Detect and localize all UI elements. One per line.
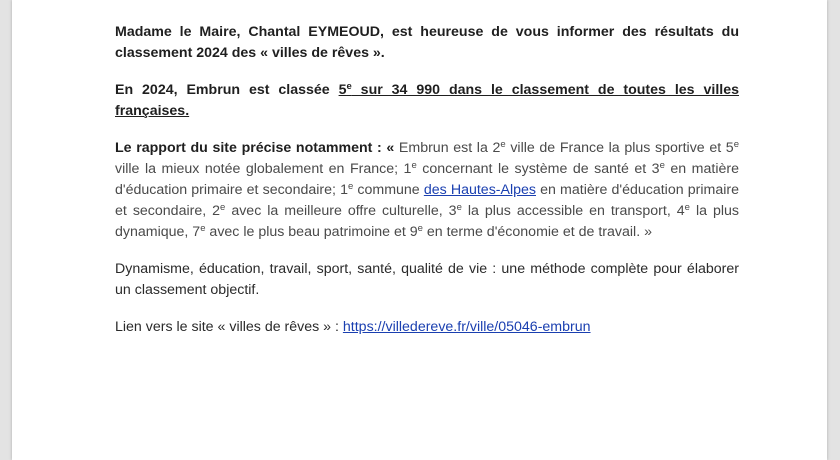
hautes-alpes-link[interactable]: des Hautes-Alpes: [423, 182, 536, 198]
ranking-underlined-text: sur 34 990 dans le classement de toutes les villes françaises.: [115, 82, 739, 119]
ordinal-superscript: e: [733, 139, 739, 150]
report-text: avec le plus beau patrimoine et 9: [205, 224, 418, 240]
report-text: en matière d'éducation primaire et secondaire, 2: [115, 182, 739, 219]
ordinal-superscript: e: [417, 223, 423, 234]
link-label: Lien vers le site « villes de rêves » :: [115, 319, 343, 335]
ordinal-superscript: e: [220, 202, 226, 213]
ordinal-superscript: e: [684, 202, 690, 213]
report-text: concernant le système de santé et 3: [416, 161, 660, 177]
report-lead: Le rapport du site précise notamment : «: [115, 140, 395, 156]
ordinal-superscript: e: [500, 139, 506, 150]
report-text: Embrun est la 2: [394, 140, 501, 156]
document-page: [12, 0, 827, 460]
ranking-intro-text: En 2024, Embrun est classée: [115, 82, 339, 98]
report-text: la plus accessible en transport, 4: [461, 203, 685, 219]
report-paragraph: [115, 138, 739, 243]
ordinal-superscript: e: [347, 181, 354, 192]
ranking-paragraph: [115, 80, 739, 122]
ordinal-superscript: e: [200, 223, 206, 234]
report-text: ville de France la plus sportive et 5: [505, 140, 734, 156]
link-paragraph: [115, 317, 739, 338]
report-text: en matière d'éducation primaire et secondaire; 1: [115, 161, 739, 198]
report-text: avec la meilleure offre culturelle, 3: [225, 203, 457, 219]
report-text: la plus dynamique, 7: [115, 203, 740, 240]
ordinal-superscript: e: [456, 202, 462, 213]
ranking-number: 5: [338, 82, 347, 98]
intro-paragraph: Madame le Maire, Chantal EYMEOUD, est heureuse de vous informer des résultats du classement 2024 des « villes de rêves ».: [115, 24, 739, 61]
ranking-ordinal: e: [346, 81, 352, 92]
report-text: commune: [353, 182, 424, 198]
report-text: ville la mieux notée globalement en France; 1: [115, 161, 412, 177]
villedereve-link[interactable]: https://villedereve.fr/ville/05046-embrun: [342, 319, 591, 335]
ordinal-superscript: e: [659, 160, 665, 171]
ordinal-superscript: e: [411, 160, 417, 171]
method-paragraph: Dynamisme, éducation, travail, sport, santé, qualité de vie : une méthode complète pour élaborer un classement objectif.: [115, 261, 739, 298]
document-body: [115, 22, 739, 338]
report-text: en terme d'économie et de travail. »: [422, 224, 652, 240]
